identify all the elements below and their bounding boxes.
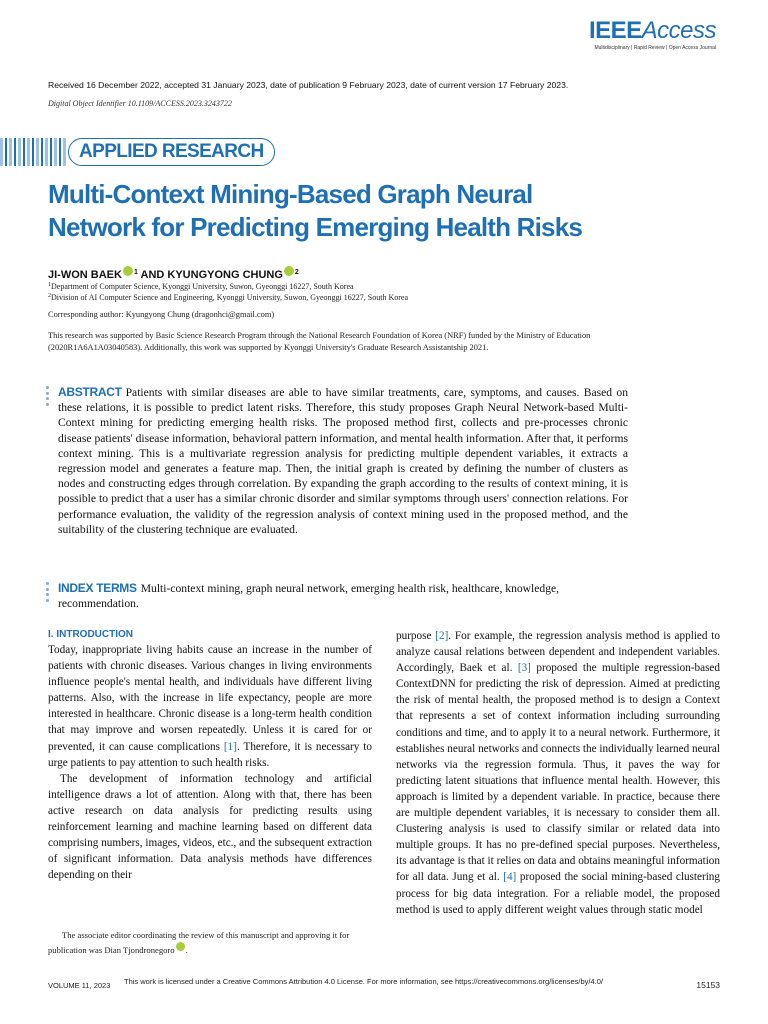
index-terms-marker (46, 582, 50, 604)
author-1-affil: 1 (133, 269, 138, 276)
banner-box (68, 138, 275, 166)
intro-paragraph-3: purpose [2]. For example, the regression analysis method is applied to analyze causal relations between dependent and independent variables. Accordingly, Baek et al. [3] proposed the multiple regression-based ContextDNN for predicting the risk of depression. Aimed at predicting the risk of mental health, the proposed method is to design a Context that represents a set of context information including surrounding conditions and time, and to apply it to a neural network. Furthermore, it establishes neural networks and connects the individually learned neural networks via the regression formula. Thus, it paves the way for predicting latent situations that influence mental health. However, this approach is limited by a dependent variable. In practice, because there are multiple dependent variables, it is necessary to consider them all. Clustering analysis is used to classify similar or related data into multiple groups. It has no pre-defined special purposes. Nevertheless, its advantage is that it relies on data and obtains meaningful information for all data. Jung et al. [4] proposed the social mining-based clustering process for big data integration. For a reliable model, the proposed method is used to apply different weight values through static model (396, 630, 721, 916)
abstract-marker (46, 386, 50, 408)
doi: Digital Object Identifier 10.1109/ACCESS.2023.3243722 (48, 99, 232, 108)
abstract (58, 385, 628, 537)
logo-tagline: Multidisciplinary | Rapid Review | Open Access Journal (594, 45, 716, 51)
page-number: 15153 (696, 980, 720, 990)
title-line-1: Multi-Context Mining-Based Graph Neural (48, 179, 533, 209)
orcid-icon[interactable] (176, 942, 185, 951)
banner-label: APPLIED RESEARCH (79, 141, 264, 162)
logo-access: Access (641, 17, 716, 44)
banner-stripes (0, 138, 66, 166)
authors (48, 266, 299, 281)
section-banner (0, 136, 280, 168)
affiliation-2: $^2$Division of AI Computer Science and Engineering, Kyonggi University, Suwon, Gyeonggi 16227, South Korea (48, 293, 408, 302)
footer-volume: VOLUME 11, 2023 (48, 981, 111, 990)
funding-note: This research was supported by Basic Science Research Program through the National Research Foundation of Korea (NRF) funded by the Ministry of Education (2020R1A6A1A03040583). Additionally, this work was supported by Kyonggi University's Graduate Research Assistantship 2021. (48, 331, 591, 352)
intro-paragraph-1: Today, inappropriate living habits cause an increase in the number of patients with chronic diseases. Various changes in living environments influence people's mental health, and individuals have different living patterns. Also, with the increase in life expectancy, people are more interested in healthcare. Chronic disease is a long-term health condition that may improve and worsen repeatedly. Unless it is cared for or prevented, it can cause complications [1]. Therefore, it is necessary to urge patients to pay attention to such health risks. (48, 644, 372, 769)
received-dates: Received 16 December 2022, accepted 31 January 2023, date of publication 9 February 2023, date of current version 17 February 2023. (48, 80, 569, 90)
author-1: JI-WON BAEK (48, 269, 122, 281)
citation-link[interactable]: [1] (223, 740, 237, 753)
abstract-heading: ABSTRACT (58, 385, 122, 399)
section-heading-introduction: I. INTRODUCTION (48, 629, 133, 640)
right-column (396, 628, 720, 918)
logo-ieee: IEEE (588, 17, 642, 44)
orcid-icon[interactable] (123, 266, 133, 276)
title-line-2: Network for Predicting Emerging Health Risks (48, 212, 583, 242)
index-terms-heading: INDEX TERMS (58, 581, 137, 595)
orcid-icon[interactable] (284, 266, 294, 276)
author-2: AND KYUNGYONG CHUNG (140, 269, 283, 281)
index-terms (58, 581, 638, 611)
paper-title (48, 178, 728, 244)
intro-paragraph-2: The development of information technology and artificial intelligence draws a lot of attention. Along with that, there has been active research on data analysis for predicting results using reinforcement learning and machine learning based on different data comprising numbers, images, videos, etc., and the subsequent extraction of significant information. Data analysis methods have differences depending on their (48, 772, 372, 882)
corresponding-author: Corresponding author: Kyungyong Chung (dragonhci@gmail.com) (48, 310, 275, 319)
left-column (48, 628, 372, 883)
author-2-affil: 2 (294, 269, 299, 276)
affiliation-1: $^1$Department of Computer Science, Kyonggi University, Suwon, Gyeonggi 16227, South Korea (48, 282, 354, 291)
abstract-text: Patients with similar diseases are able to have similar treatments, care, symptoms, and causes. Based on these relations, it is possible to predict latent risks. Therefore, this study proposes Graph Neural Network-based Multi-Context mining for predicting emerging health risks. The proposed method first, collects and pre-processes chronic disease patients' disease information, behavioral pattern information, and mental health information. After that, it performs context mining. This is a multivariate regression analysis for predicting multiple dependent variables, it extracts a regression model and generates a feature map. Then, the initial graph is created by defining the number of clusters as nodes and constructing edges through correlation. By expanding the graph according to the results of context mining, it is possible to predict that a user has a similar chronic disorder and similar symptoms through users' connection relations. For performance evaluation, the validity of the regression analysis of context mining used in the proposed method, and the suitability of the clustering technique are evaluated. (58, 386, 628, 536)
editor-footnote: The associate editor coordinating the review of this manuscript and approving it for publication was Dian Tjondronegoro . (48, 930, 350, 955)
citation-link[interactable]: [2] (435, 630, 449, 642)
citation-link[interactable]: [4] (503, 871, 517, 884)
footer-license: This work is licensed under a Creative Commons Attribution 4.0 License. For more information, see https://creativecommons.org/licenses/by/4.0/ (124, 977, 603, 986)
citation-link[interactable]: [3] (517, 662, 531, 675)
ieee-access-logo (589, 18, 716, 51)
index-terms-text: Multi-context mining, graph neural network, emerging health risk, healthcare, knowledge, recommendation. (58, 582, 560, 611)
